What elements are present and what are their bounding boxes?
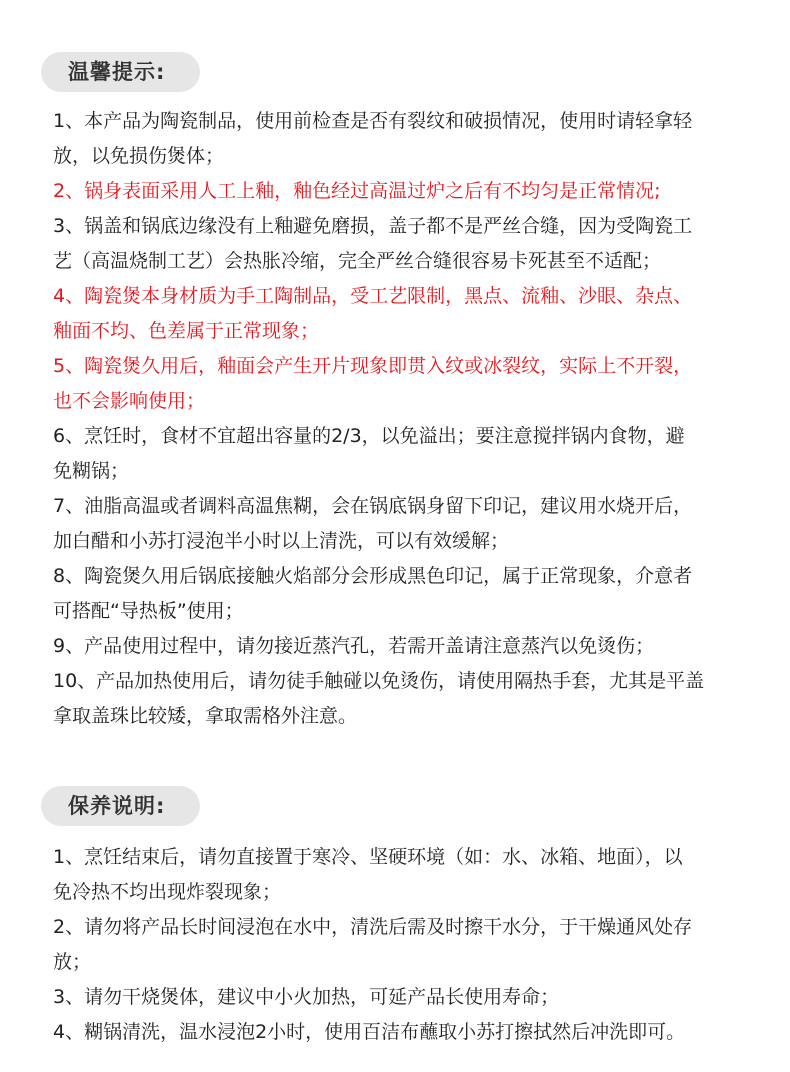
care-item-3-line-1: 3、请勿干烧煲体，建议中小火加热，可延产品长使用寿命； [53, 986, 560, 1008]
care-list [53, 840, 753, 1050]
tips-item-1 [53, 104, 753, 174]
tips-item-7-line-2: 加白醋和小苏打浸泡半小时以上清洗，可以有效缓解； [53, 530, 510, 552]
tips-item-6 [53, 419, 753, 489]
tips-item-10-line-2: 拿取盖珠比较矮，拿取需格外注意。 [53, 705, 358, 727]
tips-item-4-line-2: 釉面不均、色差属于正常现象； [53, 320, 320, 342]
tips-list [53, 104, 753, 734]
tips-item-3-line-2: 艺（高温烧制工艺）会热胀冷缩，完全严丝合缝很容易卡死甚至不适配； [53, 250, 662, 272]
tips-item-5 [53, 349, 753, 419]
tips-item-9 [53, 629, 753, 664]
tips-item-2-line-1: 2、锅身表面采用人工上釉，釉色经过高温过炉之后有不均匀是正常情况; [53, 180, 661, 202]
tips-item-8 [53, 559, 753, 629]
care-item-1 [53, 840, 753, 910]
tips-item-3-line-1: 3、锅盖和锅底边缘没有上釉避免磨损，盖子都不是严丝合缝，因为受陶瓷工 [53, 215, 693, 237]
care-item-1-line-2: 免冷热不均出现炸裂现象； [53, 881, 282, 903]
tips-item-8-line-1: 8、陶瓷煲久用后锅底接触火焰部分会形成黑色印记，属于正常现象，介意者 [53, 565, 693, 587]
care-item-1-line-1: 1、烹饪结束后，请勿直接置于寒冷、坚硬环境（如：水、冰箱、地面），以 [53, 846, 683, 868]
tips-item-8-line-2: 可搭配“导热板”使用； [53, 600, 244, 622]
tips-item-5-line-2: 也不会影响使用； [53, 390, 206, 412]
tips-item-4 [53, 279, 753, 349]
care-item-3 [53, 980, 753, 1015]
care-item-2-line-2: 放； [53, 951, 92, 973]
tips-item-4-line-1: 4、陶瓷煲本身材质为手工陶制品，受工艺限制，黑点、流釉、沙眼、杂点、 [53, 285, 693, 307]
tips-item-3 [53, 209, 753, 279]
tips-item-2 [53, 174, 753, 209]
tips-item-1-line-2: 放，以免损伤煲体； [53, 145, 225, 167]
tips-heading: 温馨提示: [41, 52, 200, 92]
tips-item-7 [53, 489, 753, 559]
tips-item-9-line-1: 9、产品使用过程中，请勿接近蒸汽孔，若需开盖请注意蒸汽以免烫伤； [53, 635, 655, 657]
tips-item-5-line-1: 5、陶瓷煲久用后，釉面会产生开片现象即贯入纹或冰裂纹，实际上不开裂， [53, 355, 693, 377]
tips-item-6-line-2: 免糊锅； [53, 460, 130, 482]
tips-item-10-line-1: 10、产品加热使用后，请勿徒手触碰以免烫伤，请使用隔热手套，尤其是平盖 [53, 670, 705, 692]
care-item-2 [53, 910, 753, 980]
care-item-4-line-1: 4、糊锅清洗，温水浸泡2小时，使用百洁布蘸取小苏打擦拭然后冲洗即可。 [53, 1021, 686, 1043]
tips-item-1-line-1: 1、本产品为陶瓷制品，使用前检查是否有裂纹和破损情况，使用时请轻拿轻 [53, 110, 693, 132]
tips-item-10 [53, 664, 753, 734]
care-heading: 保养说明: [41, 786, 200, 826]
tips-item-6-line-1: 6、烹饪时，食材不宜超出容量的2/3，以免溢出；要注意搅拌锅内食物，避 [53, 425, 685, 447]
care-item-4 [53, 1015, 753, 1050]
care-item-2-line-1: 2、请勿将产品长时间浸泡在水中，清洗后需及时擦干水分，于干燥通风处存 [53, 916, 693, 938]
tips-item-7-line-1: 7、油脂高温或者调料高温焦糊，会在锅底锅身留下印记，建议用水烧开后， [53, 495, 693, 517]
